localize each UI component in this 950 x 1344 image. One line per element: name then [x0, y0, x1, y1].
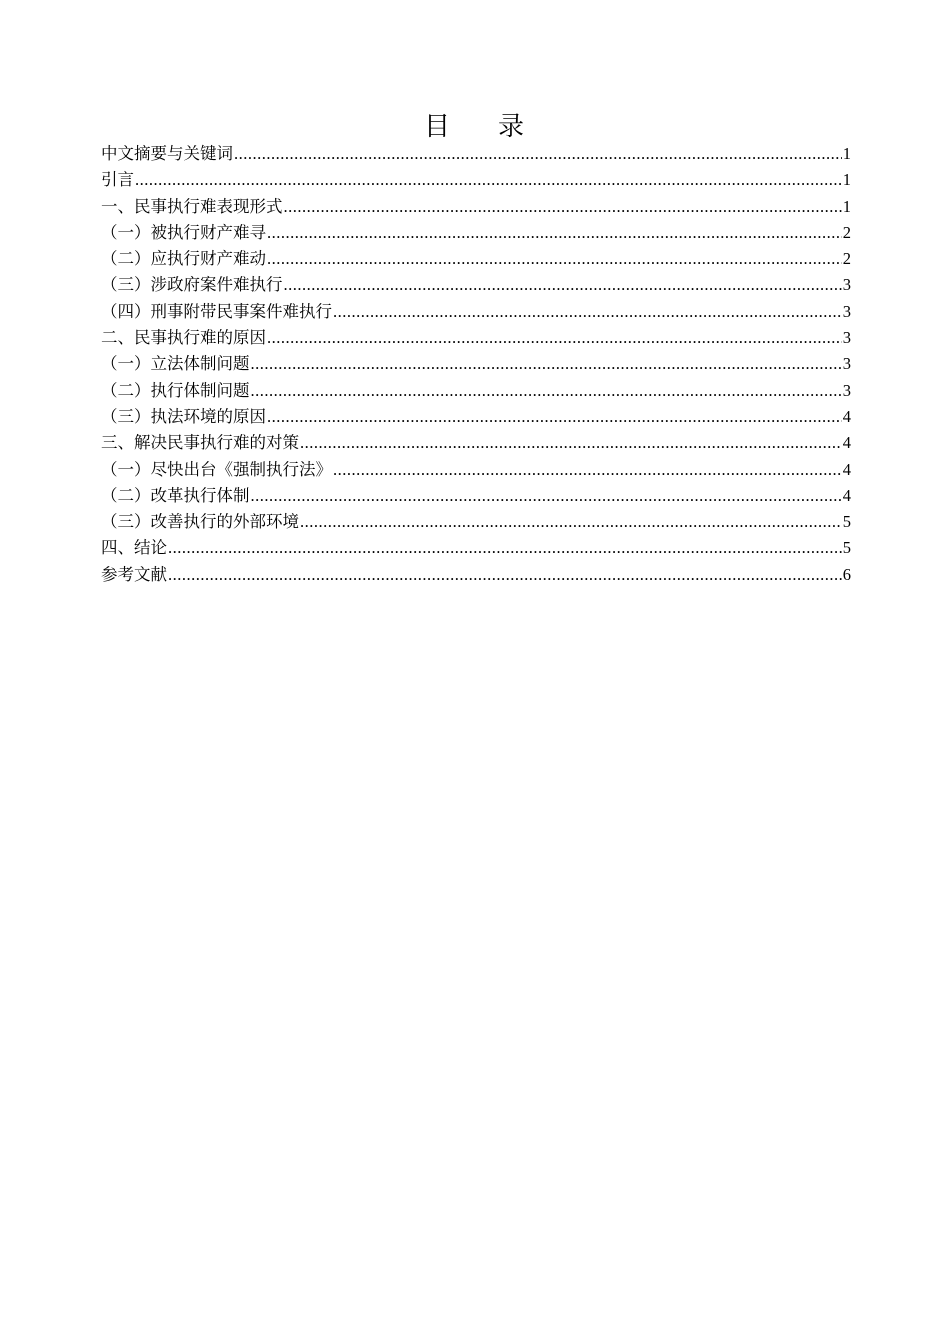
toc-entry[interactable] [101, 325, 851, 351]
toc-entry-page: 4 [842, 433, 851, 453]
toc-entry-page: 1 [842, 196, 851, 216]
dot-leader [251, 378, 842, 404]
toc-entry-page: 3 [842, 301, 851, 321]
toc-entry-label: （四）刑事附带民事案件难执行 [101, 301, 332, 321]
toc-entry-label: 二、民事执行难的原因 [101, 328, 266, 348]
toc-title [0, 110, 950, 144]
toc-entry[interactable] [101, 220, 851, 246]
toc-entry-page: 3 [842, 328, 851, 348]
toc-entry-label: 一、民事执行难表现形式 [101, 196, 283, 216]
dot-leader [333, 457, 842, 483]
toc-entry[interactable] [101, 194, 851, 220]
dot-leader [284, 194, 842, 220]
dot-leader [267, 404, 842, 430]
dot-leader [333, 299, 842, 325]
toc-entry-label: （一）立法体制问题 [101, 354, 250, 374]
toc-entry-page: 5 [842, 538, 851, 558]
toc-entry-page: 1 [842, 170, 851, 190]
dot-leader [168, 562, 842, 588]
toc-entry-page: 4 [842, 406, 851, 426]
dot-leader [168, 535, 842, 561]
toc-entry[interactable] [101, 272, 851, 298]
dot-leader [267, 246, 842, 272]
toc-entry[interactable] [101, 430, 851, 456]
dot-leader [135, 167, 842, 193]
toc-entry-label: （一）被执行财产难寻 [101, 222, 266, 242]
dot-leader [267, 325, 842, 351]
toc-entry-label: 四、结论 [101, 538, 167, 558]
toc-entry-page: 2 [842, 249, 851, 269]
toc-entry[interactable] [101, 457, 851, 483]
toc-list [101, 141, 851, 588]
toc-entry-label: （三）执法环境的原因 [101, 406, 266, 426]
toc-entry-page: 3 [842, 354, 851, 374]
toc-entry-page: 4 [842, 459, 851, 479]
toc-entry-page: 4 [842, 485, 851, 505]
toc-entry[interactable] [101, 246, 851, 272]
dot-leader [267, 220, 842, 246]
toc-entry-label: （三）涉政府案件难执行 [101, 275, 283, 295]
toc-entry-page: 1 [842, 144, 851, 163]
toc-title-char-2: 录 [498, 112, 527, 142]
toc-entry-label: 引言 [101, 170, 134, 190]
toc-entry[interactable] [101, 378, 851, 404]
toc-entry-label: （三）改善执行的外部环境 [101, 512, 299, 532]
toc-title-char-1: 目 [423, 112, 452, 142]
toc-entry[interactable] [101, 351, 851, 377]
toc-entry[interactable] [101, 404, 851, 430]
toc-entry-label: 三、解决民事执行难的对策 [101, 433, 299, 453]
dot-leader [234, 141, 842, 167]
toc-entry-label: （二）改革执行体制 [101, 485, 250, 505]
toc-entry-label: 中文摘要与关键词 [101, 144, 233, 163]
toc-entry-label: （二）应执行财产难动 [101, 249, 266, 269]
toc-entry-page: 3 [842, 380, 851, 400]
dot-leader [251, 483, 842, 509]
dot-leader [284, 272, 842, 298]
toc-entry[interactable] [101, 167, 851, 193]
toc-entry[interactable] [101, 299, 851, 325]
toc-entry[interactable] [101, 535, 851, 561]
dot-leader [300, 430, 842, 456]
toc-entry[interactable] [101, 509, 851, 535]
toc-entry-page: 5 [842, 512, 851, 532]
dot-leader [251, 351, 842, 377]
toc-entry-page: 3 [842, 275, 851, 295]
toc-entry[interactable] [101, 141, 851, 167]
toc-entry[interactable] [101, 562, 851, 588]
toc-entry-label: （一）尽快出台《强制执行法》 [101, 459, 332, 479]
toc-entry-label: 参考文献 [101, 564, 167, 584]
toc-entry-label: （二）执行体制问题 [101, 380, 250, 400]
toc-entry-page: 6 [842, 564, 851, 584]
toc-entry-page: 2 [842, 222, 851, 242]
toc-entry[interactable] [101, 483, 851, 509]
dot-leader [300, 509, 842, 535]
